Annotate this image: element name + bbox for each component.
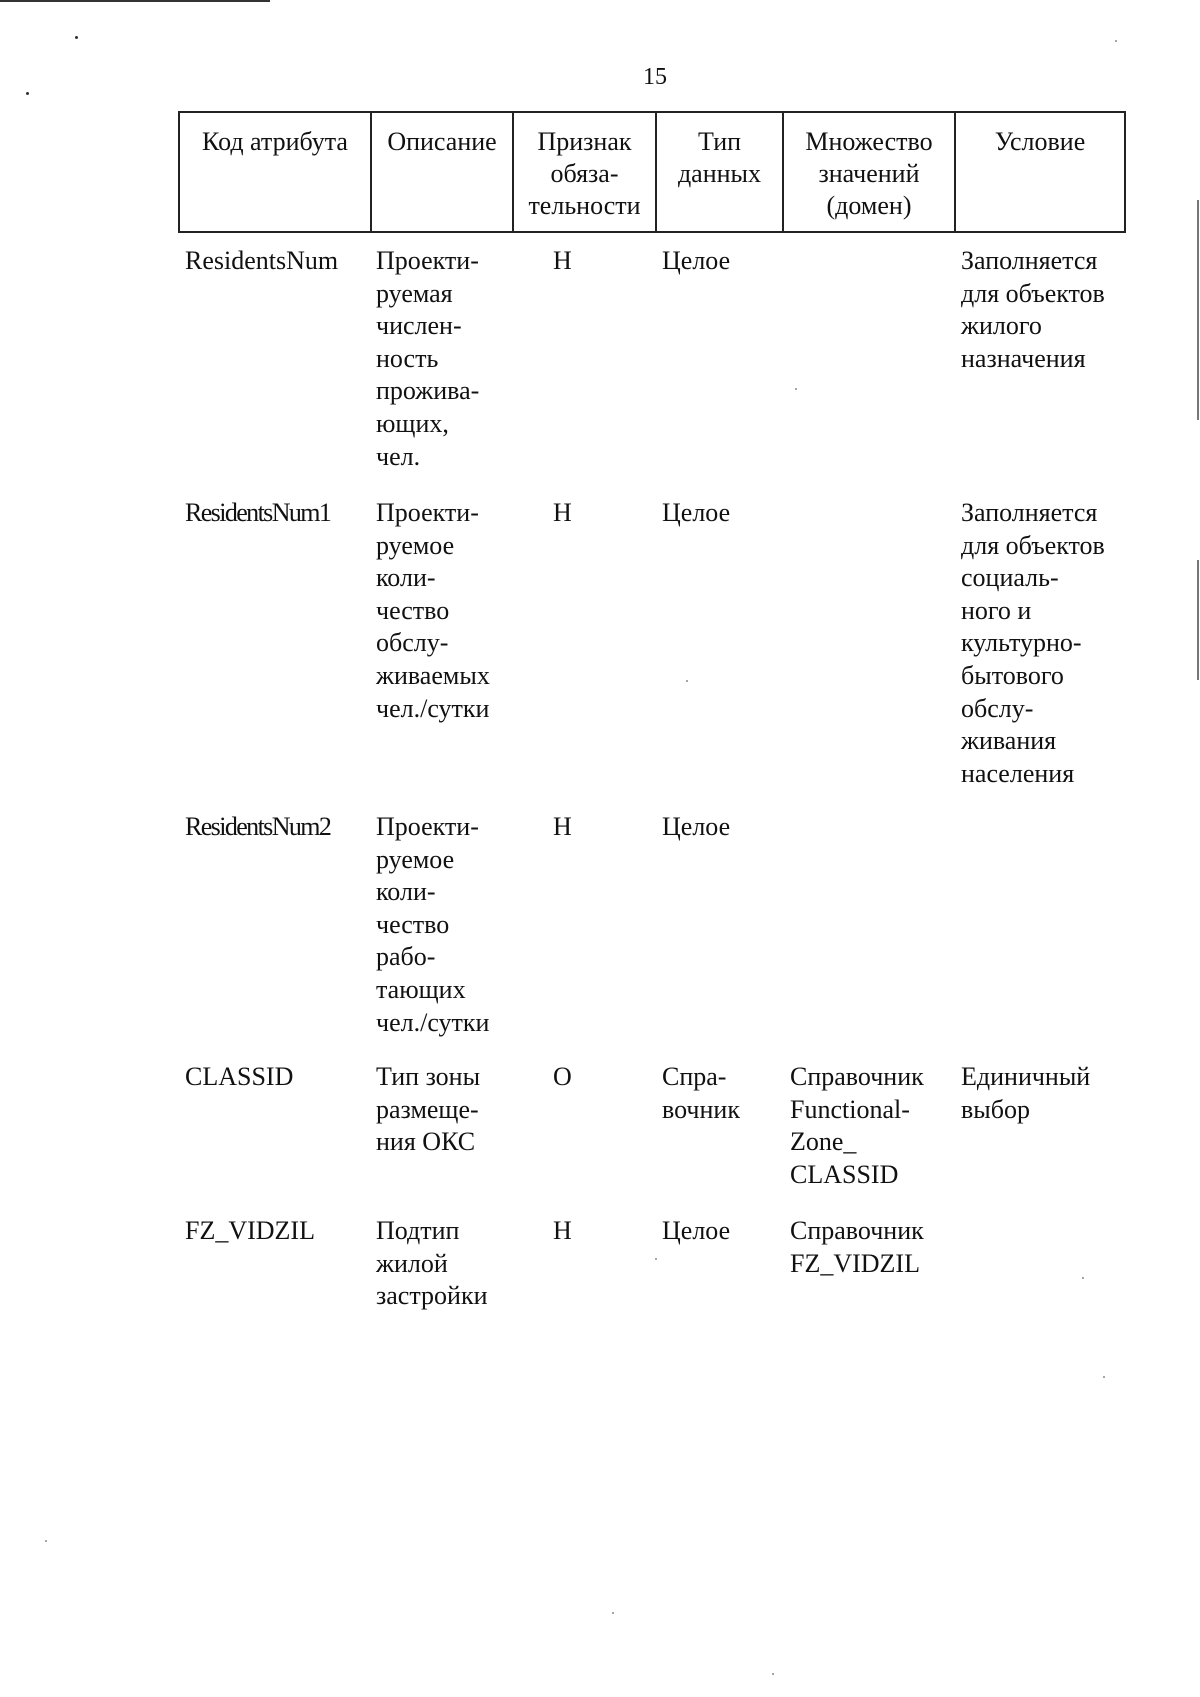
attribute-description: Проекти- руемое коли- чество рабо- тающих чел./сутки xyxy=(376,812,490,1037)
page-number: 15 xyxy=(643,64,667,90)
required-flag: О xyxy=(553,1062,572,1091)
condition: Единичный выбор xyxy=(961,1062,1091,1124)
data-type: Целое xyxy=(662,1216,731,1245)
header-condition: Условие xyxy=(994,127,1086,156)
value-domain: Справочник FZ_VIDZIL xyxy=(790,1216,924,1278)
scan-speck xyxy=(1082,1277,1084,1279)
header-attribute-code: Код атрибута xyxy=(180,113,372,231)
attribute-code: ResidentsNum xyxy=(185,246,339,275)
data-type: Спра- вочник xyxy=(662,1062,740,1124)
table-header xyxy=(178,111,1126,233)
attribute-code: ResidentsNum2 xyxy=(185,812,331,841)
scan-speck xyxy=(612,1612,614,1614)
attribute-description: Проекти- руемое коли- чество обслу- живаемых чел./сутки xyxy=(376,498,490,723)
header-data-type: Тип данных xyxy=(657,113,784,231)
scan-edge-line xyxy=(1197,560,1199,680)
required-flag: Н xyxy=(553,246,572,275)
condition: Заполняется для объектов социаль- ного и культурно- бытового обслу- живания населения xyxy=(961,498,1105,788)
value-domain: Справочник Functional- Zone_ CLASSID xyxy=(790,1062,924,1189)
attribute-code: FZ_VIDZIL xyxy=(185,1216,315,1245)
scan-speck xyxy=(1115,40,1117,42)
required-flag: Н xyxy=(553,812,572,841)
scan-speck xyxy=(655,1258,657,1260)
scan-speck xyxy=(772,1673,774,1675)
header-description: Описание xyxy=(372,113,514,231)
attribute-code: CLASSID xyxy=(185,1062,294,1091)
scan-speck xyxy=(795,388,797,390)
condition: Заполняется для объектов жилого назначения xyxy=(961,246,1105,373)
attribute-code: ResidentsNum1 xyxy=(185,498,331,527)
scan-speck xyxy=(26,92,29,95)
scan-edge-line xyxy=(1197,200,1199,420)
attribute-description: Тип зоны размеще- ния ОКС xyxy=(376,1062,481,1157)
data-type: Целое xyxy=(662,246,731,275)
data-type: Целое xyxy=(662,498,731,527)
scan-speck xyxy=(45,1540,47,1542)
attribute-description: Проекти- руемая числен- ность прожива- ющих, чел. xyxy=(376,246,480,471)
scan-speck xyxy=(75,36,78,39)
scan-speck xyxy=(1103,1376,1105,1378)
data-type: Целое xyxy=(662,812,731,841)
scan-edge-line xyxy=(0,0,270,2)
required-flag: Н xyxy=(553,498,572,527)
attribute-description: Подтип жилой застройки xyxy=(376,1216,488,1311)
required-flag: Н xyxy=(553,1216,572,1245)
scan-speck xyxy=(686,680,688,682)
header-value-domain: Множество значений (домен) xyxy=(784,113,956,231)
header-required-flag: Признак обяза- тельности xyxy=(514,113,657,231)
